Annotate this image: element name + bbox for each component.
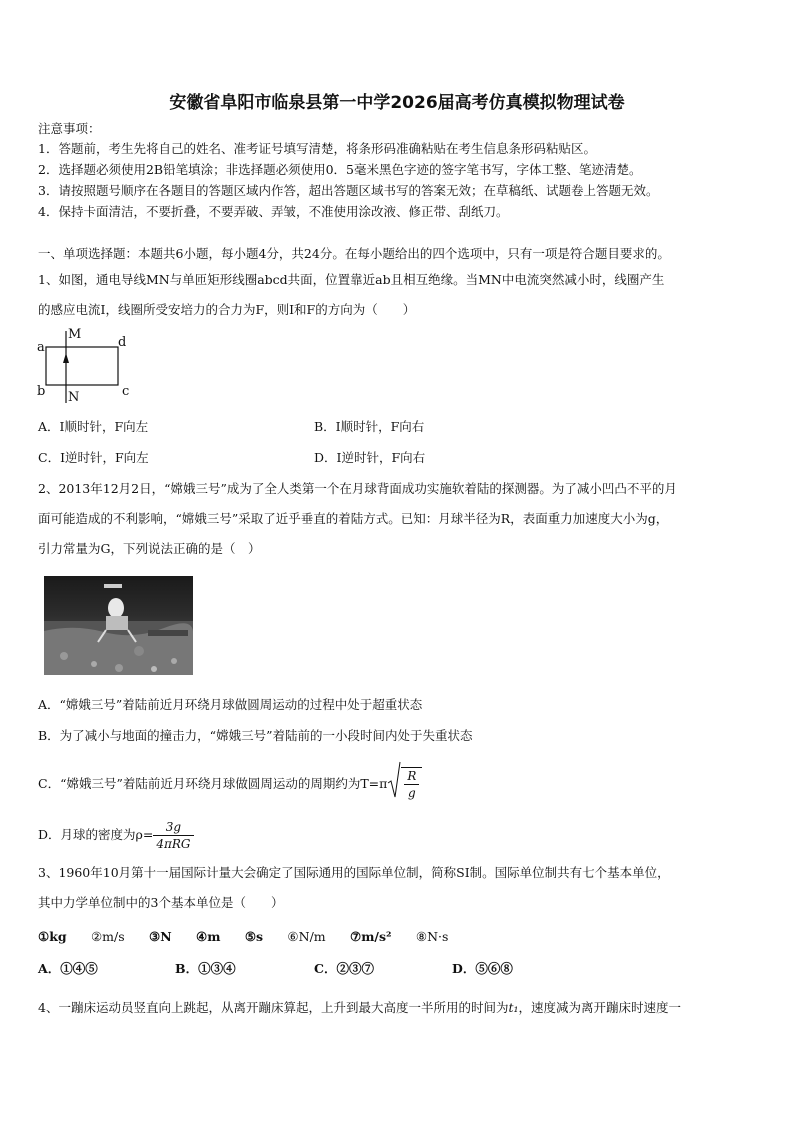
option-d-text: D．月球的密度为ρ= — [38, 827, 154, 842]
radical-sign — [387, 761, 401, 801]
unit-item: ⑤s — [244, 929, 264, 944]
question-3-stem: 3、1960年10月第十一届国际计量大会确定了国际通用的国际单位制，简称SI制。国际单位制共有七个基本单位， — [38, 865, 670, 880]
question-1-stem: 的感应电流I，线圈所受安培力的合力为F，则I和F的方向为（ ） — [38, 302, 416, 317]
unit-item: ⑥N/m — [287, 929, 326, 944]
lunar-lander-photo — [44, 576, 193, 675]
notice-heading: 注意事项： — [38, 121, 101, 136]
unit-item: ③N — [149, 929, 172, 944]
option-d[interactable]: D．I逆时针，F向右 — [314, 450, 426, 465]
label-b: b — [37, 384, 46, 399]
section-heading: 一、单项选择题：本题共6小题，每小题4分，共24分。在每小题给出的四个选项中，只有一项是符合题目要求的。 — [38, 246, 670, 261]
question-4-stem — [38, 1000, 681, 1016]
unit-list — [38, 929, 468, 945]
unit-item: ④m — [196, 929, 221, 944]
option-b[interactable]: B．I顺时针，F向右 — [314, 419, 425, 434]
option-d[interactable] — [38, 818, 194, 852]
option-c-text: C．“嫦娥三号”着陆前近月环绕月球做圆周运动的周期约为T=π — [38, 776, 388, 791]
label-a: a — [37, 340, 45, 355]
question-1-figure — [36, 327, 136, 407]
question-1-stem: 1、如图，通电导线MN与单匝矩形线圈abcd共面，位置靠近ab且相互绝缘。当MN中电流突然减小时，线圈产生 — [38, 272, 665, 287]
question-4-text: 4、一蹦床运动员竖直向上跳起，从离开蹦床算起，上升到最大高度一半所用的时间为 — [38, 1000, 509, 1015]
notice-item: 4．保持卡面清洁，不要折叠，不要弄破、弄皱，不准使用涂改液、修正带、刮纸刀。 — [38, 204, 509, 219]
option-a[interactable]: A．“嫦娥三号”着陆前近月环绕月球做圆周运动的过程中处于超重状态 — [38, 697, 423, 712]
page-title: 安徽省阜阳市临泉县第一中学2026届高考仿真模拟物理试卷 — [169, 93, 625, 113]
label-c: c — [122, 384, 130, 399]
option-a[interactable]: A．①④⑤ — [38, 961, 98, 976]
label-N: N — [68, 390, 80, 405]
question-2-stem: 引力常量为G，下列说法正确的是（ ） — [38, 541, 261, 556]
option-a[interactable]: A．I顺时针，F向左 — [38, 419, 149, 434]
unit-item: ①kg — [38, 929, 67, 944]
fraction: $\frac{R}{g}$ — [404, 768, 419, 801]
unit-item: ⑦m/s² — [350, 929, 392, 944]
notice-item: 3．请按照题号顺序在各题目的答题区域内作答，超出答题区域书写的答案无效；在草稿纸、试题卷上答题无效。 — [38, 183, 659, 198]
sqrt-expression — [387, 767, 422, 801]
label-d: d — [118, 335, 127, 350]
option-c[interactable]: C．I逆时针，F向左 — [38, 450, 149, 465]
unit-item: ⑧N·s — [415, 929, 449, 944]
question-3-stem: 其中力学单位制中的3个基本单位是（ ） — [38, 895, 284, 910]
question-4-text: ，速度减为离开蹦床时速度一 — [518, 1000, 682, 1015]
time-symbol: t₁ — [508, 1000, 519, 1015]
option-b[interactable]: B．为了减小与地面的撞击力，“嫦娥三号”着陆前的一小段时间内处于失重状态 — [38, 728, 473, 743]
question-2-stem: 2、2013年12月2日，“嫦娥三号”成为了全人类第一个在月球背面成功实施软着陆的探测器。为了减小凹凸不平的月 — [38, 481, 677, 496]
option-c[interactable]: C．②③⑦ — [314, 961, 374, 976]
option-d[interactable]: D．⑤⑥⑧ — [452, 961, 513, 976]
question-2-stem: 面可能造成的不利影响，“嫦娥三号”采取了近乎垂直的着陆方式。已知：月球半径为R，表面重力加速度大小为g， — [38, 511, 669, 526]
option-b[interactable]: B．①③④ — [175, 961, 236, 976]
unit-item: ②m/s — [90, 929, 125, 944]
notice-item: 1．答题前，考生先将自己的姓名、准考证号填写清楚，将条形码准确粘贴在考生信息条形码粘贴区。 — [38, 141, 596, 156]
option-c[interactable] — [38, 764, 422, 804]
label-M: M — [68, 327, 82, 342]
fraction: $\frac{3g}{\text{4πRG}}$ — [153, 819, 193, 852]
lunar-surface-image — [44, 576, 193, 675]
notice-item: 2．选择题必须使用2B铅笔填涂；非选择题必须使用0．5毫米黑色字迹的签字笔书写，字体工整、笔迹清楚。 — [38, 162, 642, 177]
